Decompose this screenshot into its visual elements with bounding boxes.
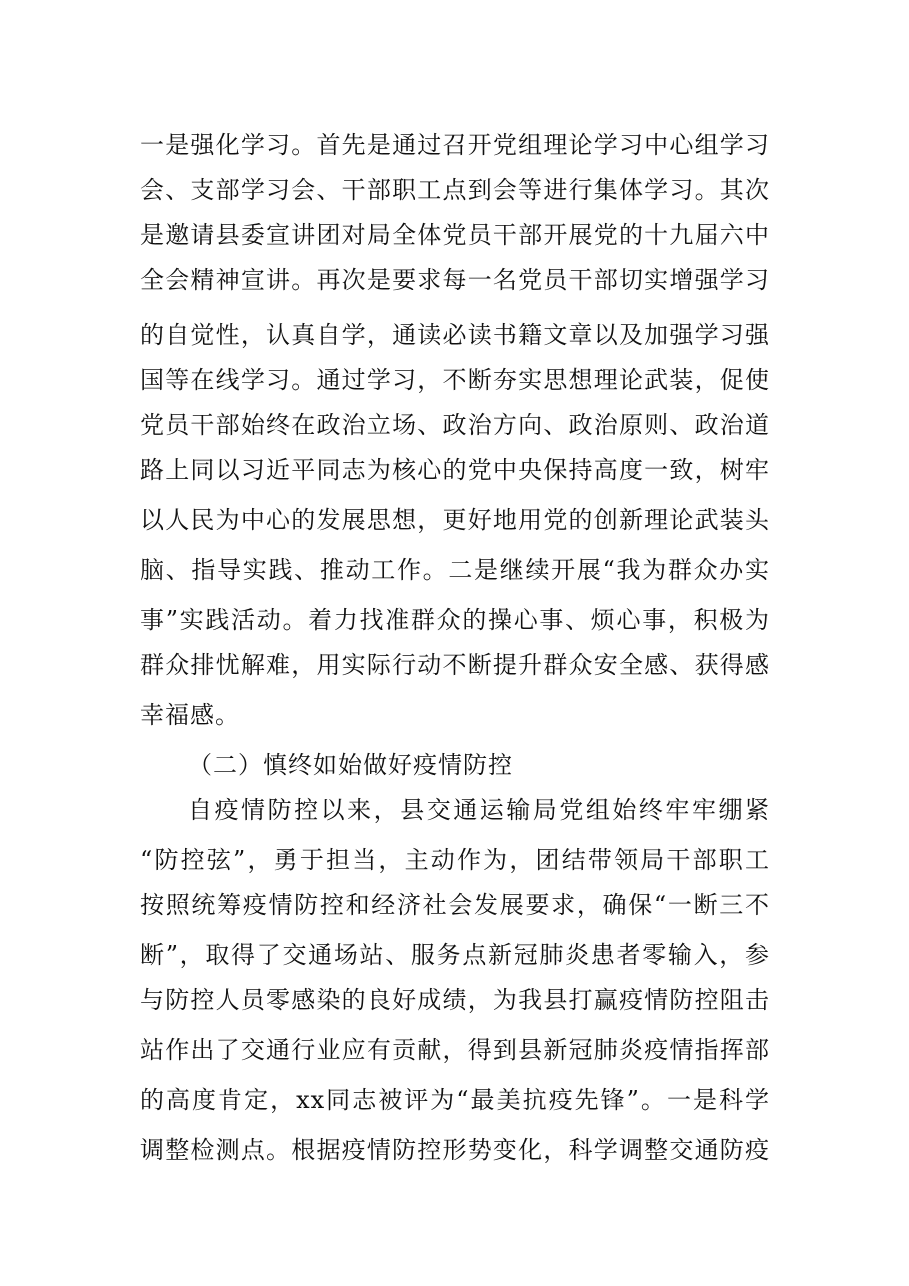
body-text-line: 断”，取得了交通场站、服务点新冠肺炎患者零输入，参	[140, 941, 770, 969]
body-text-line: 幸福感。	[140, 701, 240, 729]
body-text-line: 以人民为中心的发展思想，更好地用党的创新理论武装头	[140, 506, 770, 534]
body-text-line: 调整检测点。根据疫情防控形势变化，科学调整交通防疫	[140, 1136, 770, 1164]
body-text-line: 的自觉性，认真自学，通读必读书籍文章以及加强学习强	[140, 321, 770, 349]
section-heading: （二）慎终如始做好疫情防控	[188, 751, 513, 779]
body-text-line: 国等在线学习。通过学习，不断夯实思想理论武装，促使	[140, 366, 770, 394]
body-text-line: 是邀请县委宣讲团对局全体党员干部开展党的十九届六中	[140, 221, 770, 249]
body-text-line: 会、支部学习会、干部职工点到会等进行集体学习。其次	[140, 176, 770, 204]
body-text-line: 的高度肯定，xx同志被评为“最美抗疫先锋”。一是科学	[140, 1086, 770, 1114]
body-text-line: 路上同以习近平同志为核心的党中央保持高度一致，树牢	[140, 456, 770, 484]
body-text-line: 脑、指导实践、推动工作。二是继续开展“我为群众办实	[140, 556, 770, 584]
body-text-line: 按照统筹疫情防控和经济社会发展要求，确保“一断三不	[140, 891, 770, 919]
body-text-line: 与防控人员零感染的良好成绩，为我县打赢疫情防控阻击	[140, 986, 770, 1014]
body-text-line: 群众排忧解难，用实际行动不断提升群众安全感、获得感	[140, 651, 770, 679]
body-text-line: 一是强化学习。首先是通过召开党组理论学习中心组学习	[140, 131, 770, 159]
body-text-line: 站作出了交通行业应有贡献，得到县新冠肺炎疫情指挥部	[140, 1036, 770, 1064]
body-text-line: 全会精神宣讲。再次是要求每一名党员干部切实增强学习	[140, 266, 770, 294]
body-text-line: 党员干部始终在政治立场、政治方向、政治原则、政治道	[140, 411, 770, 439]
body-text-line: “防控弦”，勇于担当，主动作为，团结带领局干部职工	[140, 846, 770, 874]
body-text-line: 自疫情防控以来，县交通运输局党组始终牢牢绷紧	[188, 796, 770, 824]
body-text-line: 事”实践活动。着力找准群众的操心事、烦心事，积极为	[140, 606, 770, 634]
